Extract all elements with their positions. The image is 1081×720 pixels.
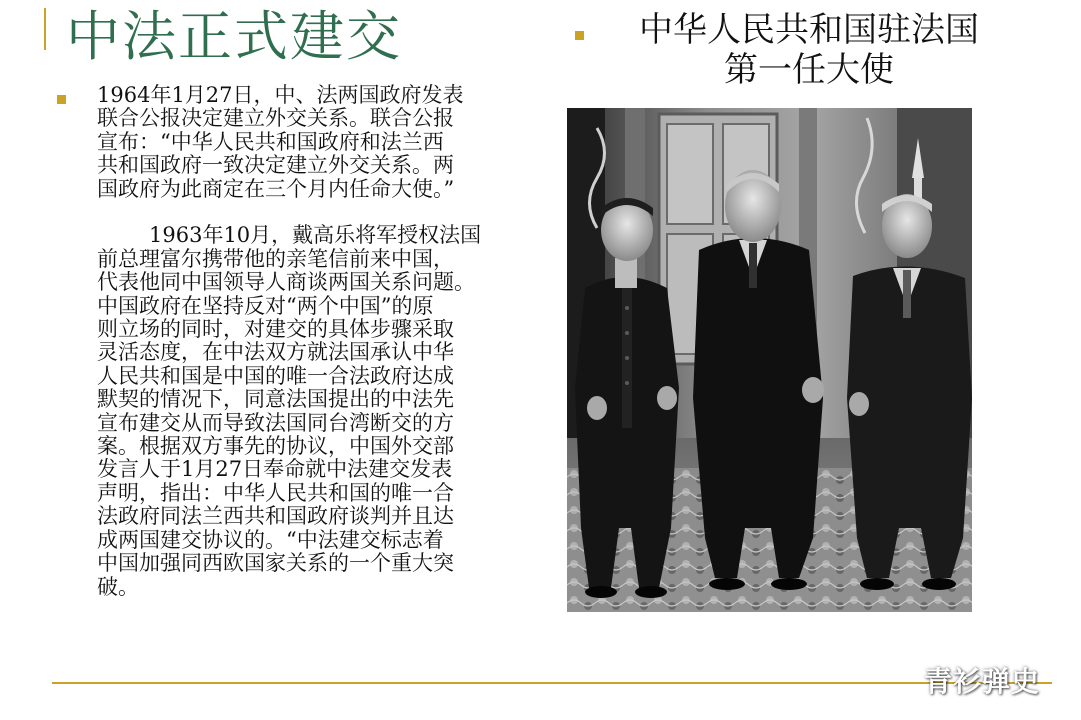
- slide-title: 中法正式建交: [66, 5, 402, 68]
- historical-photo: [567, 108, 972, 612]
- square-bullet-icon: [575, 31, 584, 40]
- square-bullet-icon: [57, 95, 66, 104]
- watermark-text: 青衫弹史: [924, 665, 1041, 698]
- bottom-divider: [52, 682, 1052, 684]
- right-heading: [604, 10, 1014, 90]
- paragraph-2: 1963年10月，戴高乐将军授权法国 前总理富尔携带他的亲笔信前来中国， 代表他同中国领导人商谈两国关系问题。 中国政府在坚持反对“两个中国”的原 则立场的同时，对建交的具体步骤采取 灵活态度，在中法双方就法国承认中华 人民共和国是中国的唯一合法政府达成 默契的情况下，同意法国提出的中法先 宣布建交从而导致法国同台湾断交的方 案。根据双方事先的协议，中国外交部 发言人于1月27日奉命就中法建交发表 声明，指出：中华人民共和国的唯一合 法政府同法兰西共和国政府谈判并且达 成两国建交协议的。“中法建交标志着 中国加强同西欧国家关系的一个重大突 破。: [97, 223, 482, 599]
- title-accent-line: [44, 8, 46, 50]
- photo-illustration: [567, 108, 972, 612]
- body-text: [97, 84, 567, 599]
- paragraph-1: 1964年1月27日，中、法两国政府发表 联合公报决定建立外交关系。联合公报 宣布：“中华人民共和国政府和法兰西 共和国政府一致决定建立外交关系。两 国政府为此商定在三个月内任命大使。”: [97, 83, 464, 201]
- right-heading-line2: 第一任大使: [724, 50, 894, 90]
- right-heading-line1: 中华人民共和国驻法国: [639, 10, 979, 50]
